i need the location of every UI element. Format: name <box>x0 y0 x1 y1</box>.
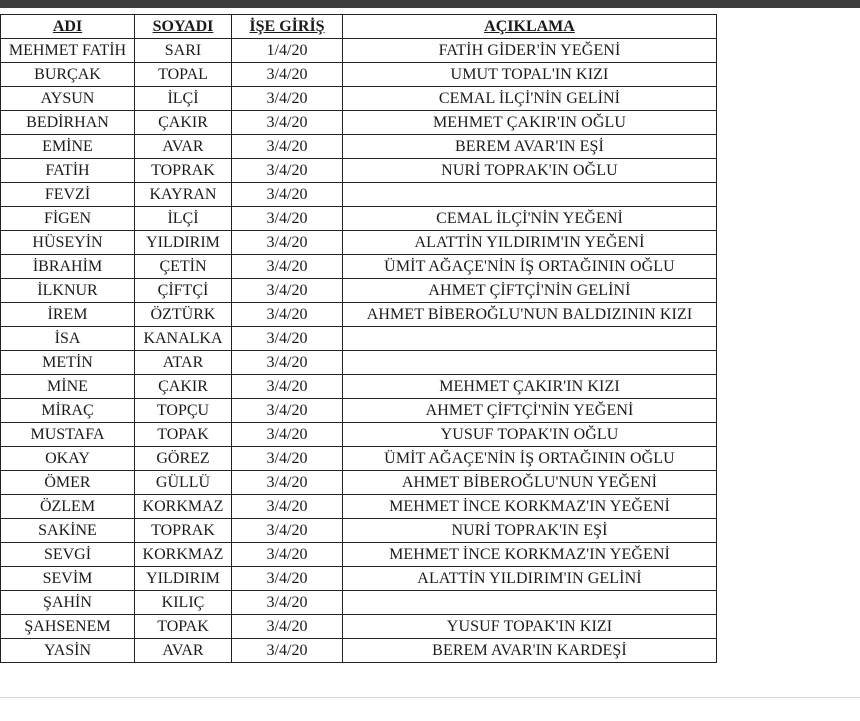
cell-adi: MİNE <box>1 375 135 399</box>
cell-soyadi: TOPÇU <box>135 399 232 423</box>
cell-adi: EMİNE <box>1 135 135 159</box>
cell-adi: ŞAHSENEM <box>1 615 135 639</box>
cell-aciklama: NURİ TOPRAK'IN EŞİ <box>343 519 717 543</box>
bottom-divider <box>0 697 860 698</box>
table-row <box>1 87 717 111</box>
table-row <box>1 495 717 519</box>
cell-soyadi: AVAR <box>135 135 232 159</box>
cell-aciklama <box>343 183 717 207</box>
cell-adi: FATİH <box>1 159 135 183</box>
cell-aciklama: FATİH GİDER'İN YEĞENİ <box>343 39 717 63</box>
employee-table <box>0 14 717 663</box>
cell-soyadi: ÇİFTÇİ <box>135 279 232 303</box>
cell-aciklama: ALATTİN YILDIRIM'IN YEĞENİ <box>343 231 717 255</box>
cell-ise-giris: 3/4/20 <box>232 399 343 423</box>
cell-ise-giris: 3/4/20 <box>232 159 343 183</box>
table-row <box>1 615 717 639</box>
cell-aciklama: AHMET ÇİFTÇİ'NİN GELİNİ <box>343 279 717 303</box>
cell-aciklama: CEMAL İLÇİ'NİN GELİNİ <box>343 87 717 111</box>
table-row <box>1 375 717 399</box>
cell-aciklama: MEHMET İNCE KORKMAZ'IN YEĞENİ <box>343 495 717 519</box>
table-row <box>1 159 717 183</box>
table-row <box>1 543 717 567</box>
cell-soyadi: YILDIRIM <box>135 567 232 591</box>
cell-ise-giris: 3/4/20 <box>232 375 343 399</box>
cell-soyadi: GÜLLÜ <box>135 471 232 495</box>
cell-soyadi: SARI <box>135 39 232 63</box>
cell-adi: OKAY <box>1 447 135 471</box>
header-aciklama: AÇIKLAMA <box>343 15 717 39</box>
cell-adi: SAKİNE <box>1 519 135 543</box>
cell-soyadi: KORKMAZ <box>135 495 232 519</box>
cell-aciklama: BEREM AVAR'IN KARDEŞİ <box>343 639 717 663</box>
table-row <box>1 639 717 663</box>
cell-aciklama: YUSUF TOPAK'IN KIZI <box>343 615 717 639</box>
cell-adi: HÜSEYİN <box>1 231 135 255</box>
cell-aciklama: UMUT TOPAL'IN KIZI <box>343 63 717 87</box>
cell-adi: İLKNUR <box>1 279 135 303</box>
cell-aciklama: ALATTİN YILDIRIM'IN GELİNİ <box>343 567 717 591</box>
cell-ise-giris: 3/4/20 <box>232 423 343 447</box>
cell-soyadi: ÇAKIR <box>135 375 232 399</box>
cell-aciklama: MEHMET İNCE KORKMAZ'IN YEĞENİ <box>343 543 717 567</box>
cell-ise-giris: 1/4/20 <box>232 39 343 63</box>
cell-aciklama: MEHMET ÇAKIR'IN KIZI <box>343 375 717 399</box>
cell-adi: SEVGİ <box>1 543 135 567</box>
cell-adi: YASİN <box>1 639 135 663</box>
window-top-bar <box>0 0 860 8</box>
table-row <box>1 279 717 303</box>
cell-aciklama <box>343 351 717 375</box>
cell-aciklama <box>343 591 717 615</box>
cell-soyadi: ÇAKIR <box>135 111 232 135</box>
cell-aciklama: BEREM AVAR'IN EŞİ <box>343 135 717 159</box>
cell-soyadi: İLÇİ <box>135 207 232 231</box>
cell-soyadi: TOPAK <box>135 615 232 639</box>
cell-aciklama: MEHMET ÇAKIR'IN OĞLU <box>343 111 717 135</box>
cell-soyadi: KANALKA <box>135 327 232 351</box>
table-row <box>1 591 717 615</box>
cell-aciklama: YUSUF TOPAK'IN OĞLU <box>343 423 717 447</box>
cell-ise-giris: 3/4/20 <box>232 207 343 231</box>
cell-ise-giris: 3/4/20 <box>232 567 343 591</box>
cell-adi: ÖMER <box>1 471 135 495</box>
cell-soyadi: GÖREZ <box>135 447 232 471</box>
cell-aciklama <box>343 327 717 351</box>
table-row <box>1 351 717 375</box>
table-row <box>1 471 717 495</box>
cell-adi: BURÇAK <box>1 63 135 87</box>
cell-ise-giris: 3/4/20 <box>232 543 343 567</box>
cell-soyadi: ÇETİN <box>135 255 232 279</box>
table-row <box>1 327 717 351</box>
cell-ise-giris: 3/4/20 <box>232 495 343 519</box>
cell-soyadi: TOPAL <box>135 63 232 87</box>
table-row <box>1 303 717 327</box>
cell-soyadi: TOPRAK <box>135 159 232 183</box>
cell-ise-giris: 3/4/20 <box>232 351 343 375</box>
cell-soyadi: ÖZTÜRK <box>135 303 232 327</box>
header-soyadi: SOYADI <box>135 15 232 39</box>
cell-ise-giris: 3/4/20 <box>232 447 343 471</box>
cell-aciklama: ÜMİT AĞAÇE'NİN İŞ ORTAĞININ OĞLU <box>343 255 717 279</box>
table-row <box>1 255 717 279</box>
table-row <box>1 111 717 135</box>
cell-adi: AYSUN <box>1 87 135 111</box>
table-row <box>1 519 717 543</box>
cell-ise-giris: 3/4/20 <box>232 303 343 327</box>
cell-aciklama: NURİ TOPRAK'IN OĞLU <box>343 159 717 183</box>
cell-soyadi: TOPRAK <box>135 519 232 543</box>
cell-ise-giris: 3/4/20 <box>232 327 343 351</box>
cell-ise-giris: 3/4/20 <box>232 255 343 279</box>
cell-ise-giris: 3/4/20 <box>232 471 343 495</box>
cell-soyadi: AVAR <box>135 639 232 663</box>
cell-ise-giris: 3/4/20 <box>232 111 343 135</box>
cell-soyadi: KORKMAZ <box>135 543 232 567</box>
cell-adi: İREM <box>1 303 135 327</box>
cell-ise-giris: 3/4/20 <box>232 615 343 639</box>
cell-adi: FİGEN <box>1 207 135 231</box>
table-row <box>1 567 717 591</box>
cell-ise-giris: 3/4/20 <box>232 639 343 663</box>
cell-aciklama: AHMET BİBEROĞLU'NUN YEĞENİ <box>343 471 717 495</box>
cell-ise-giris: 3/4/20 <box>232 87 343 111</box>
cell-aciklama: CEMAL İLÇİ'NİN YEĞENİ <box>343 207 717 231</box>
cell-adi: MİRAÇ <box>1 399 135 423</box>
cell-adi: BEDİRHAN <box>1 111 135 135</box>
cell-adi: İBRAHİM <box>1 255 135 279</box>
header-ise-giris: İŞE GİRİŞ <box>232 15 343 39</box>
cell-ise-giris: 3/4/20 <box>232 183 343 207</box>
cell-aciklama: ÜMİT AĞAÇE'NİN İŞ ORTAĞININ OĞLU <box>343 447 717 471</box>
cell-soyadi: YILDIRIM <box>135 231 232 255</box>
cell-ise-giris: 3/4/20 <box>232 519 343 543</box>
cell-aciklama: AHMET ÇİFTÇİ'NİN YEĞENİ <box>343 399 717 423</box>
table-row <box>1 63 717 87</box>
cell-soyadi: TOPAK <box>135 423 232 447</box>
cell-adi: METİN <box>1 351 135 375</box>
cell-ise-giris: 3/4/20 <box>232 231 343 255</box>
table-row <box>1 447 717 471</box>
cell-adi: ŞAHİN <box>1 591 135 615</box>
table-row <box>1 183 717 207</box>
spreadsheet-area <box>0 14 716 663</box>
header-adi: ADI <box>1 15 135 39</box>
cell-adi: FEVZİ <box>1 183 135 207</box>
cell-adi: ÖZLEM <box>1 495 135 519</box>
cell-ise-giris: 3/4/20 <box>232 591 343 615</box>
cell-soyadi: İLÇİ <box>135 87 232 111</box>
cell-adi: İSA <box>1 327 135 351</box>
cell-adi: MEHMET FATİH <box>1 39 135 63</box>
cell-soyadi: ATAR <box>135 351 232 375</box>
table-row <box>1 399 717 423</box>
table-row <box>1 231 717 255</box>
table-row <box>1 39 717 63</box>
cell-ise-giris: 3/4/20 <box>232 135 343 159</box>
cell-soyadi: KILIÇ <box>135 591 232 615</box>
table-row <box>1 135 717 159</box>
cell-aciklama: AHMET BİBEROĞLU'NUN BALDIZININ KIZI <box>343 303 717 327</box>
cell-adi: MUSTAFA <box>1 423 135 447</box>
cell-ise-giris: 3/4/20 <box>232 63 343 87</box>
cell-adi: SEVİM <box>1 567 135 591</box>
cell-soyadi: KAYRAN <box>135 183 232 207</box>
table-row <box>1 423 717 447</box>
table-body <box>1 39 717 663</box>
cell-ise-giris: 3/4/20 <box>232 279 343 303</box>
table-row <box>1 207 717 231</box>
header-row <box>1 15 717 39</box>
